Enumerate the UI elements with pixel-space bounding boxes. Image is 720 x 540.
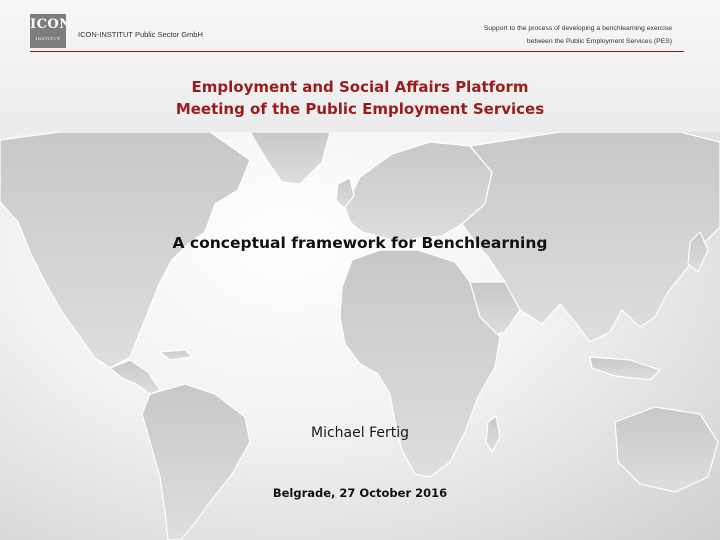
project-line-2: between the Public Employment Services (PES) (526, 38, 672, 45)
indonesia-shape (590, 357, 660, 380)
event-title-line-1: Employment and Social Affairs Platform (191, 78, 529, 96)
company-logo (30, 14, 72, 48)
event-title (0, 76, 720, 120)
world-map-background (0, 132, 720, 540)
presentation-title: A conceptual framework for Benchlearning (172, 234, 548, 252)
project-line-1: Support to the process of developing a benchlearning exercise (483, 25, 672, 32)
greenland-shape (250, 132, 330, 184)
event-title-line-2: Meeting of the Public Employment Services (175, 100, 545, 118)
project-description (484, 22, 672, 48)
header-band (0, 0, 720, 132)
south-america-shape (142, 384, 250, 540)
logo-text: ICON (30, 17, 72, 32)
central-america-shape (110, 360, 160, 394)
venue-date: Belgrade, 27 October 2016 (272, 486, 448, 500)
caribbean-shape (160, 350, 192, 360)
company-name: ICON-INSTITUT Public Sector GmbH (78, 30, 203, 39)
author-name: Michael Fertig (311, 425, 409, 441)
header-divider (30, 51, 684, 52)
australia-shape (615, 407, 718, 492)
logo-subtext: INSTITUT (35, 36, 61, 41)
